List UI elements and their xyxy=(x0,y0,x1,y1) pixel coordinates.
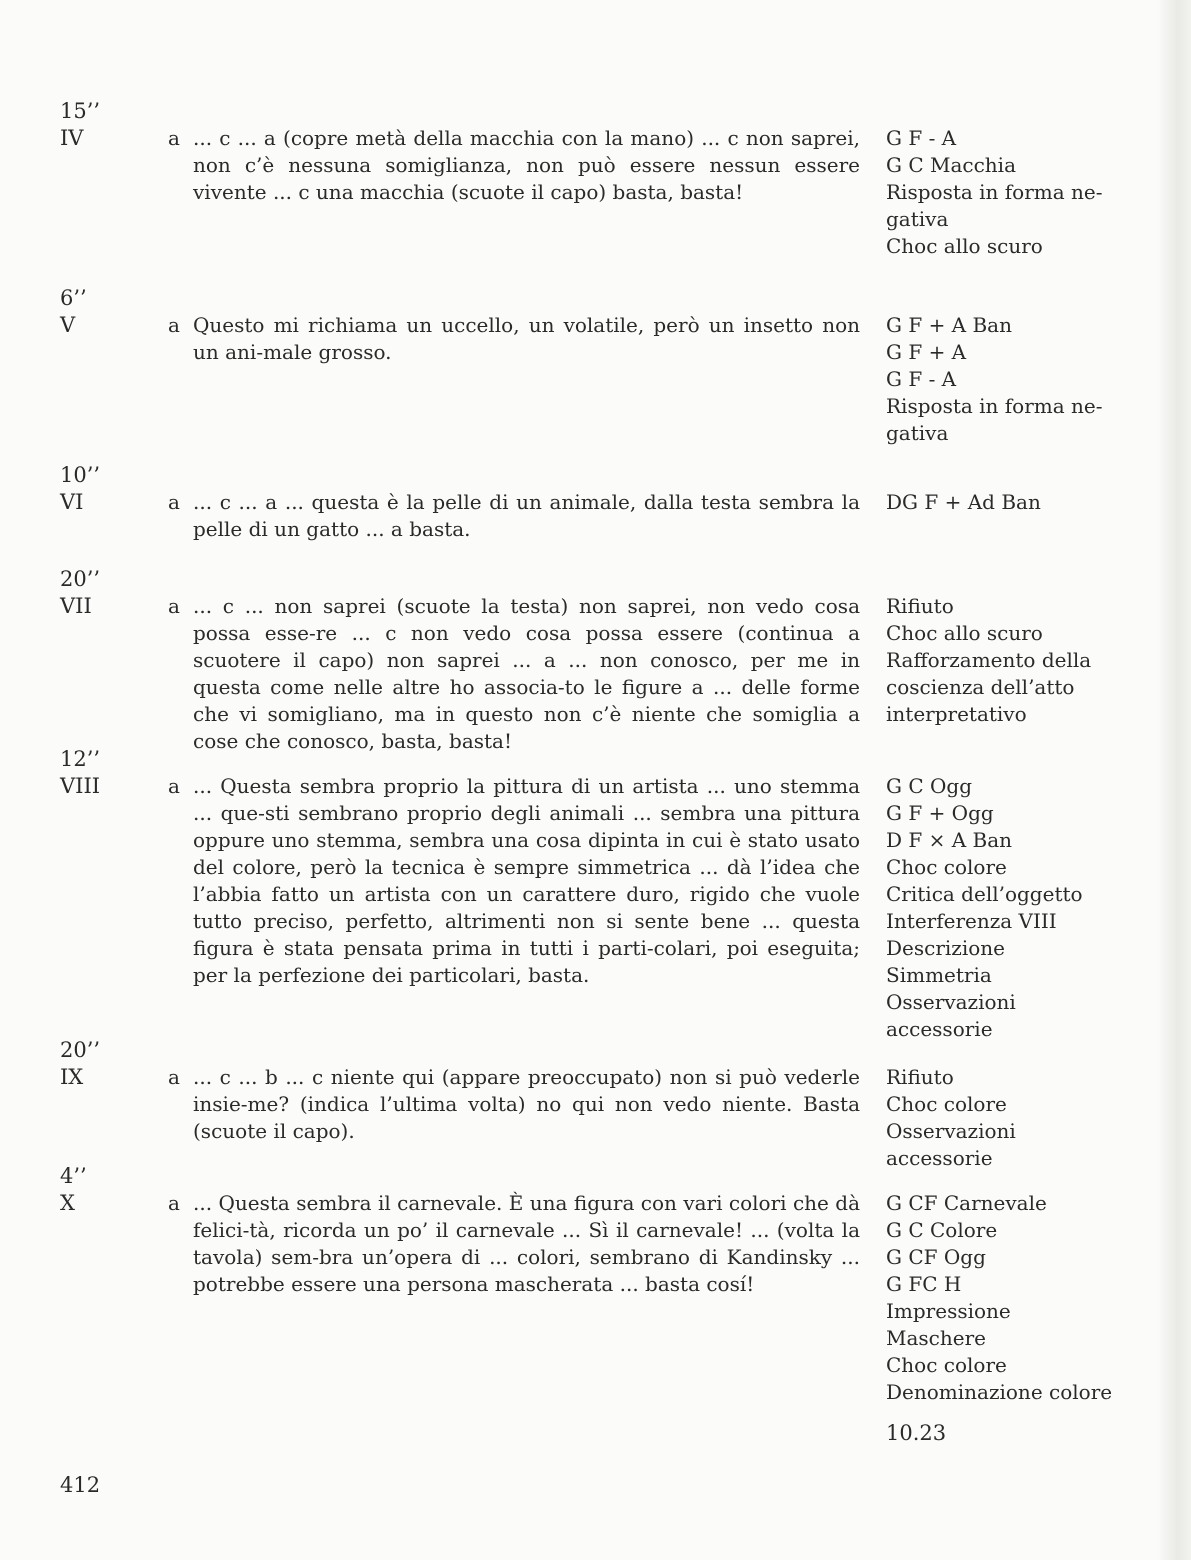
card-number: VIII xyxy=(60,774,101,798)
scoring-code: Denominazione colore xyxy=(886,1380,1113,1404)
scoring-codes xyxy=(886,593,1118,728)
scoring-code: Critica dell’oggetto xyxy=(886,882,1083,906)
scoring-code: G C Colore xyxy=(886,1218,998,1242)
scoring-code: G C Ogg xyxy=(886,774,972,798)
response-marker: a xyxy=(168,1065,180,1089)
scoring-code: Choc colore xyxy=(886,1092,1007,1116)
response-time: 15’’ xyxy=(60,99,101,123)
scoring-codes xyxy=(886,1190,1118,1406)
scoring-code: Choc colore xyxy=(886,855,1007,879)
scoring-code: Rafforzamento della xyxy=(886,648,1092,672)
response-time: 20’’ xyxy=(60,1038,101,1062)
response-time: 6’’ xyxy=(60,286,87,310)
response-text: ... Questa sembra il carnevale. È una figura con vari colori che dà felici-tà, ricorda un po’ il carnevale ... Sì il carnevale! ... (volta la tavola) sem-bra un’opera di ... colori, sembrano di Kandinsky ... potrebbe essere una persona mascherata ... basta cosí! xyxy=(193,1191,860,1296)
response-text: ... c ... a ... questa è la pelle di un animale, dalla testa sembra la pelle di un gatto ... a basta. xyxy=(193,490,860,541)
response-marker: a xyxy=(168,126,180,150)
response-time: 10’’ xyxy=(60,463,101,487)
scoring-code: Osservazioni accessorie xyxy=(886,1119,1016,1170)
scoring-code: Rifiuto xyxy=(886,1065,954,1089)
scoring-code: Simmetria xyxy=(886,963,992,987)
scoring-code: G F - A xyxy=(886,367,957,391)
response-text: Questo mi richiama un uccello, un volatile, però un insetto non un ani-male grosso. xyxy=(193,313,860,364)
response-time: 20’’ xyxy=(60,567,101,591)
scoring-code: Impressione xyxy=(886,1299,1011,1323)
response-text: ... c ... a (copre metà della macchia con la mano) ... c non saprei, non c’è nessuna somiglianza, non può essere nessun essere vivente ... c una macchia (scuote il capo) basta, basta! xyxy=(193,126,860,204)
response-marker: a xyxy=(168,774,180,798)
response-marker: a xyxy=(168,1191,180,1215)
card-number: VII xyxy=(60,594,92,618)
scoring-code: Choc allo scuro xyxy=(886,621,1043,645)
scoring-code: G F + A Ban xyxy=(886,313,1012,337)
scoring-code: gativa xyxy=(886,421,949,445)
total-time: 10.23 xyxy=(886,1421,947,1445)
scoring-code: Osservazioni accessorie xyxy=(886,990,1016,1041)
scoring-code: Choc colore xyxy=(886,1353,1007,1377)
page-edge-shadow xyxy=(1157,0,1191,1560)
scoring-code: interpretativo xyxy=(886,702,1027,726)
scoring-codes xyxy=(886,312,1118,447)
scoring-code: Choc allo scuro xyxy=(886,234,1043,258)
response-time: 12’’ xyxy=(60,747,101,771)
response-marker: a xyxy=(168,490,180,514)
response-text: ... c ... b ... c niente qui (appare preoccupato) non si può vederle insie-me? (indica l’ultima volta) no qui non vedo niente. Basta (scuote il capo). xyxy=(193,1065,860,1143)
scoring-code: gativa xyxy=(886,207,949,231)
response-time: 4’’ xyxy=(60,1164,87,1188)
card-number: VI xyxy=(60,490,84,514)
scoring-code: Rifiuto xyxy=(886,594,954,618)
scoring-code: G FC H xyxy=(886,1272,962,1296)
scoring-code: G F - A xyxy=(886,126,957,150)
scoring-code: G CF Ogg xyxy=(886,1245,986,1269)
scoring-code: G F + A xyxy=(886,340,967,364)
scoring-code: Maschere xyxy=(886,1326,986,1350)
scoring-code: coscienza dell’atto xyxy=(886,675,1075,699)
scoring-codes xyxy=(886,489,1118,516)
scoring-code: G C Macchia xyxy=(886,153,1016,177)
response-text: ... Questa sembra proprio la pittura di un artista ... uno stemma ... que-sti sembrano proprio degli animali ... sembra una pittura oppure uno stemma, sembra una cosa dipinta in cui è stato usato del colore, però la tecnica è sempre simmetrica ... dà l’idea che l’abbia fatto un artista con un carattere duro, rigido che vuole tutto preciso, perfetto, altrimenti non si sente bene ... questa figura è stata pensata prima in tutti i parti-colari, poi eseguita; per la perfezione dei particolari, basta. xyxy=(193,774,860,987)
response-text: ... c ... non saprei (scuote la testa) non saprei, non vedo cosa possa esse-re ... c non vedo cosa possa essere (continua a scuotere il capo) non saprei ... a ... non conosco, per me in questa come nelle altre ho associa-to le figure a ... delle forme che vi somigliano, ma in questo non c’è niente che somiglia a cose che conosco, basta, basta! xyxy=(193,594,860,753)
scoring-codes xyxy=(886,1064,1118,1172)
scoring-code: Risposta in forma ne- xyxy=(886,180,1103,204)
scoring-code: DG F + Ad Ban xyxy=(886,490,1041,514)
scoring-codes xyxy=(886,773,1118,1043)
card-number: IV xyxy=(60,126,84,150)
scoring-code: Risposta in forma ne- xyxy=(886,394,1103,418)
scoring-code: G CF Carnevale xyxy=(886,1191,1047,1215)
scoring-code: G F + Ogg xyxy=(886,801,994,825)
scoring-code: Interferenza VIII xyxy=(886,909,1057,933)
card-number: IX xyxy=(60,1065,84,1089)
response-marker: a xyxy=(168,594,180,618)
response-marker: a xyxy=(168,313,180,337)
scoring-code: D F × A Ban xyxy=(886,828,1013,852)
page-number: 412 xyxy=(60,1473,101,1497)
card-number: X xyxy=(60,1191,75,1215)
scoring-codes xyxy=(886,125,1118,260)
scoring-code: Descrizione xyxy=(886,936,1005,960)
card-number: V xyxy=(60,313,76,337)
